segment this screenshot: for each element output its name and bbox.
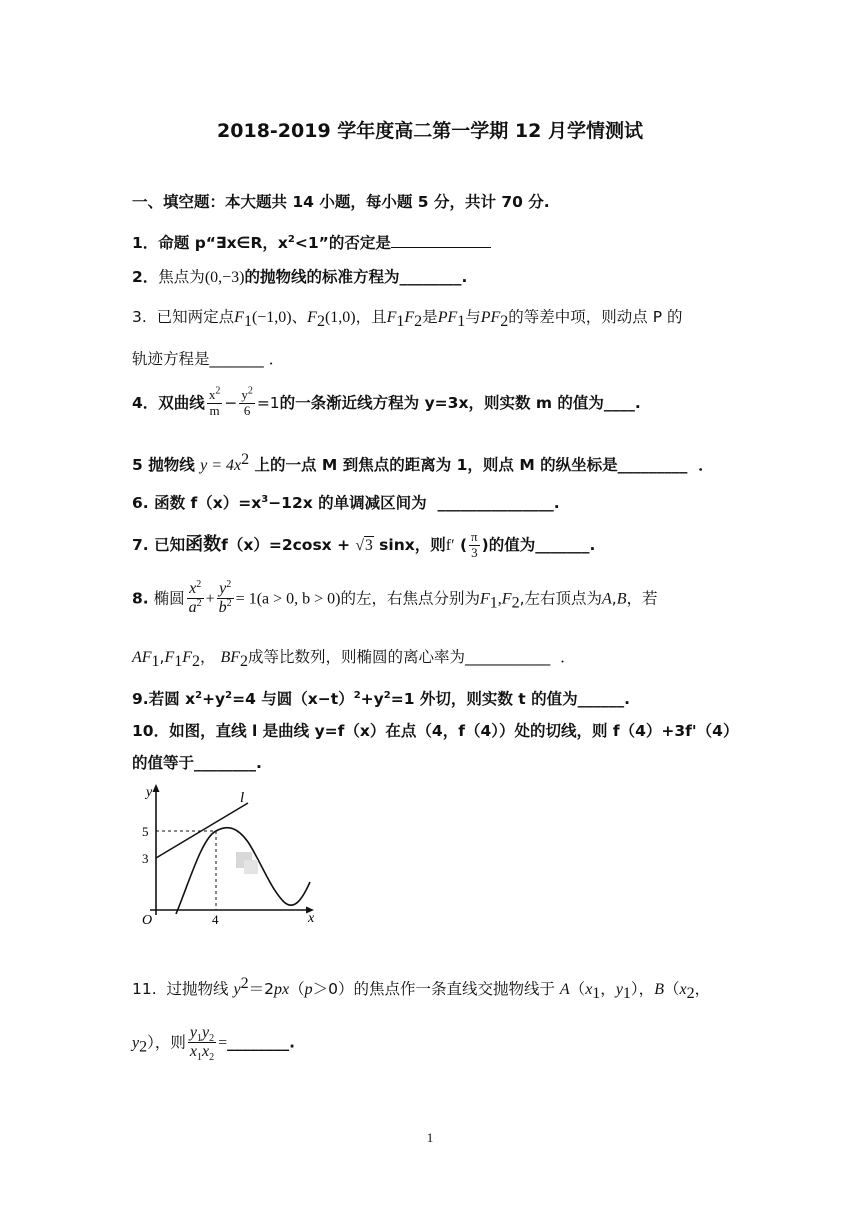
tangent-line-figure bbox=[132, 780, 332, 925]
question-3: 3. 已知两定点$F_1(-1,0)$、$F_2(1,0)$，且$F_1F_2$是$PF_1$与$PF_2$的等差中项，则动点 P 的 bbox=[132, 308, 683, 331]
answer-blank-1[interactable] bbox=[391, 232, 491, 248]
fraction-x2-a2: $\frac{x^2}{a^2}$ bbox=[188, 578, 202, 617]
answer-blank-5[interactable]: _________ bbox=[617, 456, 688, 474]
question-8-line-2: $AF_1,F_1F_2$， $BF_2$成等比数列，则椭圆的离心率为___________ ． bbox=[132, 648, 576, 671]
question-10-line-2: 的值等于________. bbox=[132, 754, 262, 772]
answer-blank-2[interactable]: ________ bbox=[399, 268, 462, 286]
question-2: 2．焦点为(0,−3)的抛物线的标准方程为________. bbox=[132, 268, 468, 286]
tangent-label: l bbox=[240, 790, 245, 806]
question-1: 1．命题 p“∃x∈R，$x^2<1$”的否定是 bbox=[132, 232, 750, 253]
question-6: 6. 函数 $f(x)=x^3-12x$ 的单调减区间为 _______________. bbox=[132, 493, 560, 512]
smudge-mark-2 bbox=[244, 860, 258, 874]
answer-blank-11[interactable]: ________ bbox=[227, 1033, 290, 1052]
fraction-pi-3: $\frac{\pi}{3}$ bbox=[471, 529, 478, 560]
curve-f bbox=[176, 828, 310, 914]
page-title: 2018-2019 学年度高二第一学期 12 月学情测试 bbox=[217, 120, 643, 142]
tick-label-4: 4 bbox=[212, 912, 219, 925]
answer-blank-8[interactable]: ___________ bbox=[465, 648, 551, 666]
question-7: 7. 已知函数f（x）=2cosx + √3 sinx，则f′ ( $\frac{\pi}{3}$ )的值为_______. bbox=[132, 529, 596, 560]
page-number: 1 bbox=[426, 1130, 434, 1145]
answer-blank-6[interactable]: _______________ bbox=[437, 494, 554, 512]
question-3-line-2: 轨迹方程是_______ ． bbox=[132, 350, 285, 368]
section-heading: 一、填空题：本大题共 14 小题，每小题 5 分，共计 70 分. bbox=[132, 193, 550, 211]
y-axis-label: y bbox=[146, 785, 153, 800]
question-11: 11. 过抛物线 $y^2=2px(p>0)$的焦点作一条直线交抛物线于 $A(x_1$，$y_1$），$B(x_2$， bbox=[132, 974, 711, 1003]
fraction-y1y2-x1x2: $\frac{y_1y_2}{x_1x_2}$ bbox=[189, 1024, 215, 1064]
question-9: 9.若圆 $x^2+y^2=4$ 与圆$(x-t)^2+y^2=1$ 外切，则实数 t 的值为______. bbox=[132, 689, 630, 708]
fraction-y2-6: $\frac{y^2}{6}$ bbox=[241, 385, 253, 418]
answer-blank-4[interactable]: ____ bbox=[603, 393, 635, 412]
tick-label-5: 5 bbox=[142, 824, 149, 839]
question-8: 8. 椭圆 $\frac{x^2}{a^2}$ + $\frac{y^2}{b^2}$ = 1(a > 0, b > 0)的左，右焦点分别为$F_1,F_2$,左右顶点为A,B，若 bbox=[132, 578, 658, 617]
answer-blank-3[interactable]: _______ bbox=[209, 350, 264, 368]
answer-blank-7[interactable]: _______ bbox=[535, 535, 590, 554]
fraction-x2-m: $\frac{x^2}{m}$ bbox=[208, 385, 221, 418]
y-axis-arrow bbox=[153, 784, 160, 792]
question-11-line-2: $y_2$），则 $\frac{y_1y_2}{x_1x_2}$ =________. bbox=[132, 1024, 296, 1064]
question-4: 4．双曲线 $\frac{x^2}{m}$ − $\frac{y^2}{6}$ =1的一条渐近线方程为 y=3x，则实数 m 的值为____. bbox=[132, 385, 641, 418]
question-5: 5 抛物线 $y = 4x^2$ 上的一点 M 到焦点的距离为 1，则点 M 的纵坐标是_________ ． bbox=[132, 450, 714, 474]
x-axis-label: x bbox=[308, 911, 315, 925]
answer-blank-9[interactable]: ______ bbox=[577, 690, 625, 708]
question-10: 10．如图，直线 l 是曲线 y=f（x）在点（4，f（4））处的切线，则 f（4）+3f'（4） bbox=[132, 722, 739, 740]
origin-label: O bbox=[142, 913, 153, 925]
sqrt-3: √3 bbox=[355, 536, 373, 554]
fraction-y2-b2: $\frac{y^2}{b^2}$ bbox=[218, 578, 232, 617]
answer-blank-10[interactable]: ________ bbox=[194, 754, 257, 772]
tick-label-3: 3 bbox=[142, 851, 149, 866]
